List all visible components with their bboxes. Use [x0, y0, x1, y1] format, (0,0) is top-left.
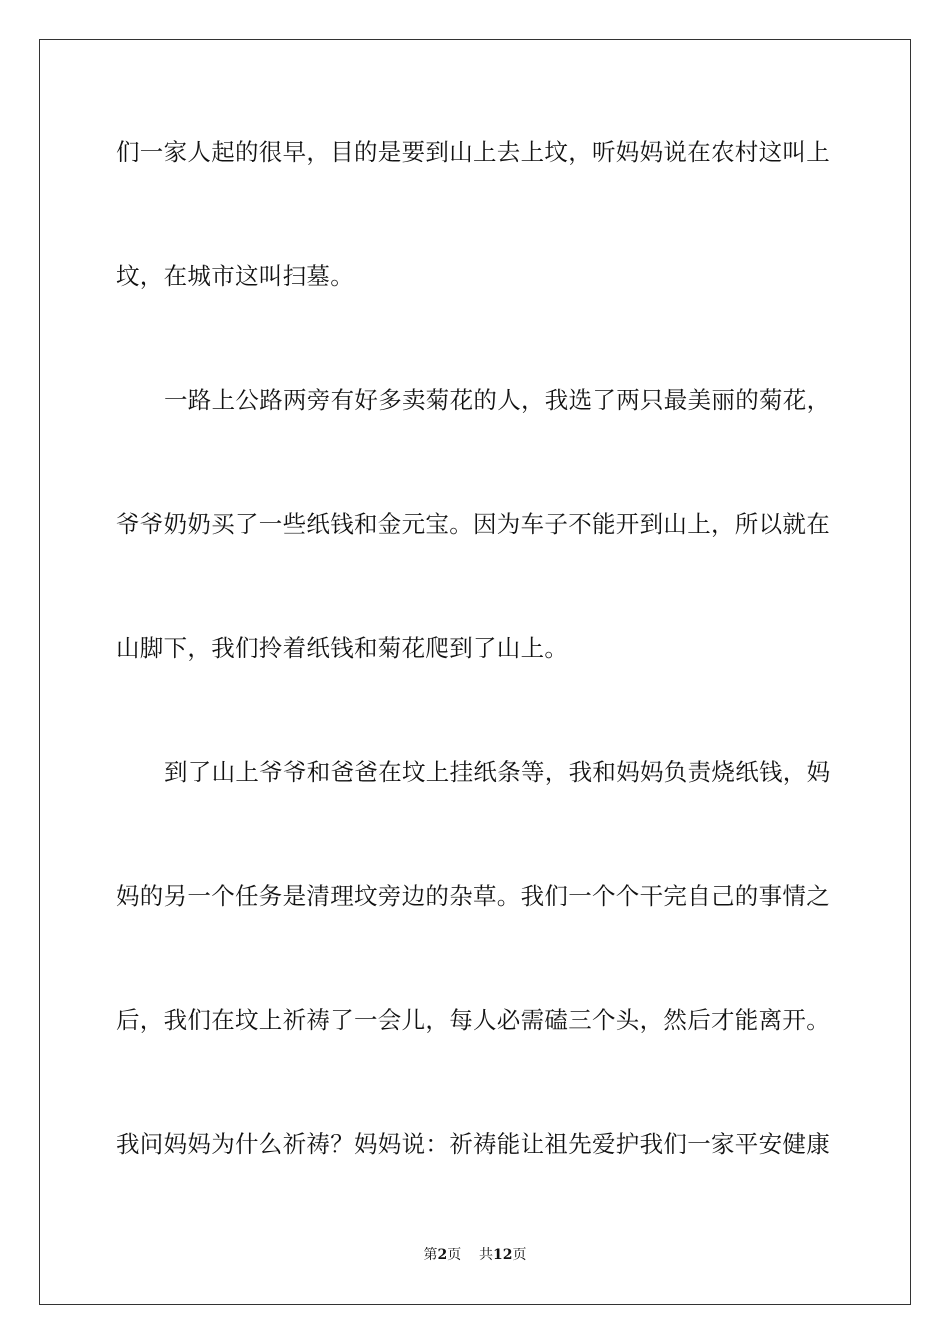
page-border [39, 39, 911, 1305]
page-number-prefix: 第 [423, 1247, 438, 1263]
paragraph-line: 我问妈妈为什么祈祷？妈妈说：祈祷能让祖先爱护我们一家平安健康 [116, 1130, 830, 1158]
page-footer [0, 1246, 950, 1264]
paragraph-line: 妈的另一个任务是清理坟旁边的杂草。我们一个个干完自己的事情之 [116, 882, 830, 910]
paragraph-line: 到了山上爷爷和爸爸在坟上挂纸条等，我和妈妈负责烧纸钱，妈 [164, 758, 831, 786]
current-page-number: 2 [437, 1247, 448, 1263]
total-pages-suffix: 页 [512, 1247, 527, 1263]
paragraph-line: 爷爷奶奶买了一些纸钱和金元宝。因为车子不能开到山上，所以就在 [116, 510, 830, 538]
paragraph-line: 一路上公路两旁有好多卖菊花的人，我选了两只最美丽的菊花， [164, 386, 831, 414]
paragraph-line: 们一家人起的很早，目的是要到山上去上坟，听妈妈说在农村这叫上 [116, 138, 830, 166]
paragraph-line: 山脚下，我们拎着纸钱和菊花爬到了山上。 [116, 634, 569, 662]
page-number-suffix: 页 [447, 1247, 462, 1263]
paragraph-line: 坟，在城市这叫扫墓。 [116, 262, 354, 290]
total-pages-prefix: 共 [479, 1247, 494, 1263]
total-pages-number: 12 [493, 1247, 513, 1263]
paragraph-line: 后，我们在坟上祈祷了一会儿，每人必需磕三个头，然后才能离开。 [116, 1006, 830, 1034]
